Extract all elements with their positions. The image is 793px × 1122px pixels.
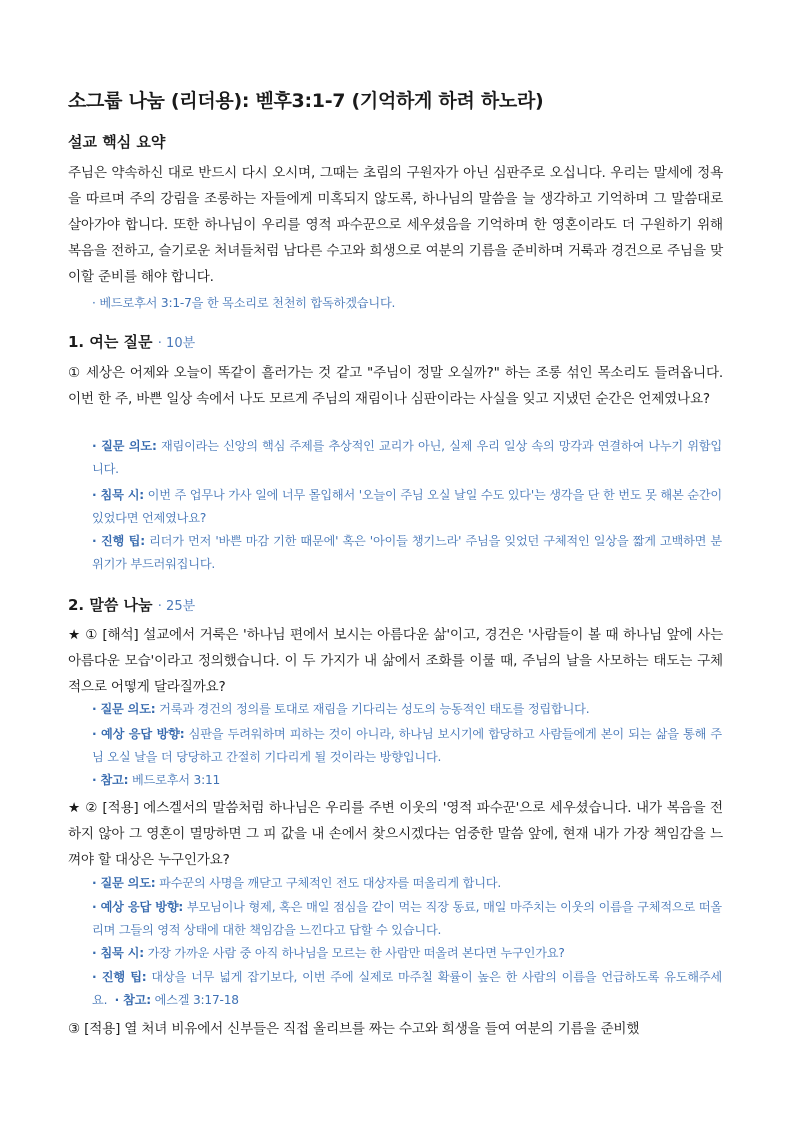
note-label: · 질문 의도: — [92, 876, 156, 890]
note-label: · 참고: — [92, 773, 129, 787]
section-2-heading — [68, 594, 195, 615]
note-text: 심판을 두려워하며 피하는 것이 아니라, 하나님 보시기에 합당하고 사람들에게 본이 되는 삶을 통해 주님 오실 날을 더 당당하고 간절히 기다리게 될 것이라는 방향입니다. — [92, 727, 723, 764]
note-label: · 침묵 시: — [92, 946, 144, 960]
note-label: · 진행 팁: — [92, 970, 147, 984]
note-label: · 예상 응답 방향: — [92, 727, 185, 741]
summary-heading: 설교 핵심 요약 — [68, 133, 166, 151]
note-text: 대상을 너무 넓게 잡기보다, 이번 주에 실제로 마주칠 확률이 높은 한 사람의 이름을 언급하도록 유도해주세요. — [92, 970, 722, 1007]
note-label: · 예상 응답 방향: — [92, 900, 184, 914]
section-2-question-2: ★ ② [적용] 에스겔서의 말씀처럼 하나님은 우리를 주변 이웃의 '영적 파수꾼'으로 세우셨습니다. 내가 복음을 전하지 않아 그 영혼이 멸망하면 그 피 값을 내 손에서 찾으시겠다는 엄중한 말씀 앞에, 현재 내가 가장 책임감을 느껴야 할 대상은 누구인가요? — [68, 800, 723, 868]
section-2-q1-note-reference — [92, 769, 722, 792]
page-title: 소그룹 나눔 (리더용): 벧후3:1-7 (기억하게 하려 하노라) — [68, 90, 544, 112]
note-label: · 질문 의도: — [92, 439, 157, 453]
section-2-minutes: · 25분 — [157, 599, 196, 614]
note-text: 부모님이나 형제, 혹은 매일 점심을 같이 먹는 직장 동료, 매일 마주치는 이웃의 이름을 구체적으로 떠올리며 그들의 영적 상태에 대한 책임감을 느낀다고 답할 수 있습니다. — [92, 900, 723, 937]
section-2-q2-note-expected — [92, 896, 722, 942]
summary-body: 주님은 약속하신 대로 반드시 다시 오시며, 그때는 초림의 구원자가 아닌 심판주로 오십니다. 우리는 말세에 정욕을 따르며 주의 강림을 조롱하는 자들에게 미혹되지 않도록, 하나님의 말씀을 늘 생각하고 기억하며 그 말씀대로 살아가야 합니다. 또한 하나님이 우리를 영적 파수꾼으로 세우셨음을 기억하며 한 영혼이라도 더 구원하기 위해 복음을 전하고, 슬기로운 처녀들처럼 남다른 수고와 희생으로 여분의 기름을 준비하며 거룩과 경건으로 주님을 맞이할 준비를 해야 합니다. — [68, 165, 723, 285]
note-text: 파수꾼의 사명을 깨닫고 구체적인 전도 대상자를 떠올리게 합니다. — [155, 876, 502, 890]
section-2-q2-note-intent — [92, 872, 722, 895]
section-1-note-tip — [92, 530, 722, 576]
section-2-q1-note-intent — [92, 698, 722, 721]
section-2-q1-note-expected — [92, 723, 722, 769]
section-2-title: 2. 말씀 나눔 — [68, 596, 153, 614]
section-2-question-3: ③ [적용] 열 처녀 비유에서 신부들은 직접 올리브를 짜는 수고와 희생을 들여 여분의 기름을 준비했 — [68, 1021, 640, 1037]
section-1-title: 1. 여는 질문 — [68, 333, 153, 351]
section-1-question-1: ① 세상은 어제와 오늘이 똑같이 흘러가는 것 같고 "주님이 정말 오실까?" 하는 조롱 섞인 목소리도 들려옵니다. 이번 한 주, 바쁜 일상 속에서 나도 모르게 주님의 재림이나 심판이라는 사실을 잊고 지냈던 순간은 언제였나요? — [68, 365, 723, 407]
section-2-q2-note-silence — [92, 942, 722, 965]
note-label: · 침묵 시: — [92, 488, 144, 502]
section-1-note-silence — [92, 484, 722, 530]
note-text: 베드로후서 3:11 — [128, 773, 221, 787]
summary-reading-note: · 베드로후서 3:1-7을 한 목소리로 천천히 합독하겠습니다. — [92, 296, 396, 310]
section-2-question-1: ★ ① [해석] 설교에서 거룩은 '하나님 편에서 보시는 아름다운 삶'이고, 경건은 '사람들이 볼 때 하나님 앞에 사는 아름다운 모습'이라고 정의했습니다. 이 두 가지가 내 삶에서 조화를 이룰 때, 주님의 날을 사모하는 태도는 구체적으로 어떻게 달라질까요? — [68, 627, 723, 695]
section-1-minutes: · 10분 — [157, 336, 196, 351]
note-label: · 진행 팁: — [92, 534, 145, 548]
note-text: 리더가 먼저 '바쁜 마감 기한 때문에' 혹은 '아이들 챙기느라' 주님을 잊었던 구체적인 일상을 짧게 고백하면 분위기가 부드러워집니다. — [92, 534, 722, 571]
note-label: · 질문 의도: — [92, 702, 156, 716]
note-text: 재림이라는 신앙의 핵심 주제를 추상적인 교리가 아닌, 실제 우리 일상 속의 망각과 연결하여 나누기 위함입니다. — [92, 439, 722, 476]
note-text: 가장 가까운 사람 중 아직 하나님을 모르는 한 사람만 떠올려 본다면 누구인가요? — [143, 946, 565, 960]
note-text: 거룩과 경건의 정의를 토대로 재림을 기다리는 성도의 능동적인 태도를 정립합니다. — [155, 702, 590, 716]
note-text: 에스겔 3:17-18 — [150, 993, 239, 1007]
section-2-q2-note-tip — [92, 966, 722, 1012]
section-1-heading — [68, 331, 195, 352]
note-text: 이번 주 업무나 가사 일에 너무 몰입해서 '오늘이 주님 오실 날일 수도 있다'는 생각을 단 한 번도 못 해본 순간이 있었다면 언제였나요? — [92, 488, 722, 525]
note-label: · 참고: — [114, 993, 151, 1007]
section-1-note-intent — [92, 435, 722, 481]
